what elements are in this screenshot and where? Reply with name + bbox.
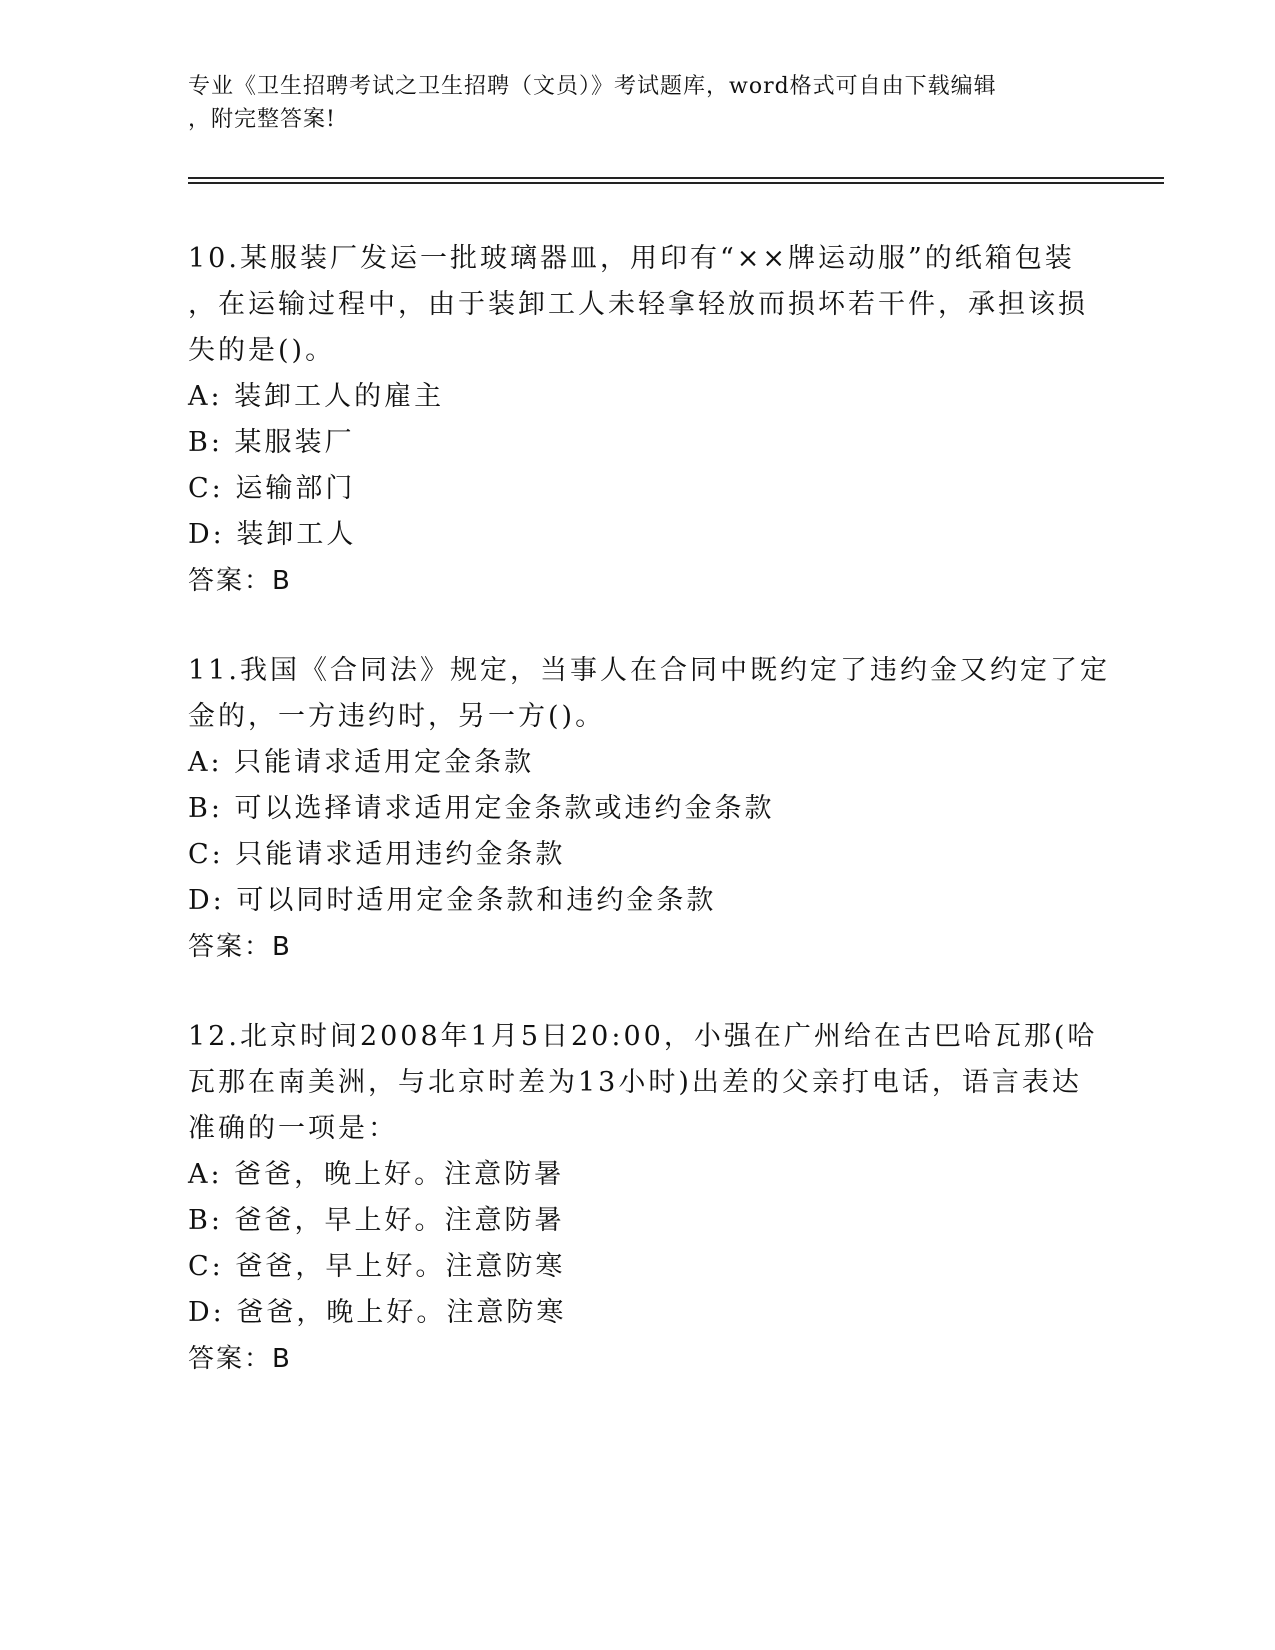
question-stem: ，在运输过程中，由于装卸工人未轻拿轻放而损坏若干件，承担该损	[188, 289, 1088, 320]
question-block	[188, 1014, 1098, 1382]
option-b: B: 某服装厂	[188, 427, 355, 458]
question-stem: 金的，一方违约时，另一方()。	[188, 701, 606, 732]
document-header	[188, 70, 1068, 136]
question-stem: 瓦那在南美洲，与北京时差为13小时)出差的父亲打电话，语言表达	[188, 1067, 1082, 1098]
question-stem: 10.某服装厂发运一批玻璃器皿，用印有“××牌运动服”的纸箱包装	[188, 243, 1075, 274]
option-d: D: 可以同时适用定金条款和违约金条款	[188, 885, 717, 916]
answer-line: 答案：B	[188, 1344, 292, 1374]
question-block	[188, 648, 1110, 970]
question-stem: 12.北京时间2008年1月5日20:00，小强在广州给在古巴哈瓦那(哈	[188, 1021, 1098, 1052]
option-a: A: 只能请求适用定金条款	[188, 747, 535, 778]
option-d: D: 爸爸，晚上好。注意防寒	[188, 1297, 567, 1328]
answer-line: 答案：B	[188, 932, 292, 962]
question-stem: 失的是()。	[188, 335, 336, 366]
option-a: A: 装卸工人的雇主	[188, 381, 445, 412]
option-a: A: 爸爸，晚上好。注意防暑	[188, 1159, 565, 1190]
header-divider	[188, 177, 1164, 179]
option-c: C: 只能请求适用违约金条款	[188, 839, 566, 870]
question-block	[188, 236, 1088, 604]
question-stem: 11.我国《合同法》规定，当事人在合同中既约定了违约金又约定了定	[188, 655, 1110, 686]
option-c: C: 爸爸，早上好。注意防寒	[188, 1251, 566, 1282]
header-line: 专业《卫生招聘考试之卫生招聘（文员）》考试题库，word格式可自由下载编辑	[188, 74, 997, 99]
option-d: D: 装卸工人	[188, 519, 357, 550]
option-b: B: 爸爸，早上好。注意防暑	[188, 1205, 565, 1236]
answer-line: 答案：B	[188, 566, 292, 596]
option-c: C: 运输部门	[188, 473, 356, 504]
header-line: ，附完整答案!	[188, 107, 336, 132]
option-b: B: 可以选择请求适用定金条款或违约金条款	[188, 793, 775, 824]
question-stem: 准确的一项是：	[188, 1113, 398, 1144]
header-divider	[188, 182, 1164, 184]
